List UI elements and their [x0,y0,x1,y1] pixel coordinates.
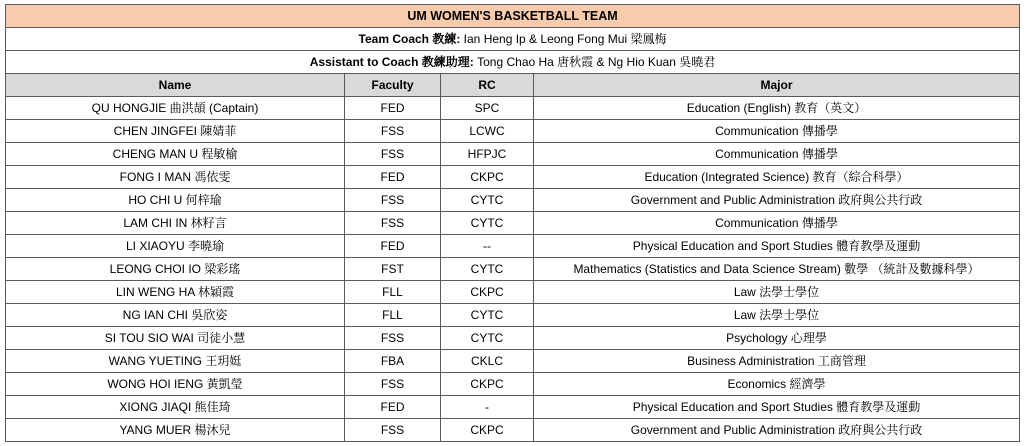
table-row [6,304,1020,327]
player-faculty-cell: FLL [345,304,441,327]
header-rc: RC [441,74,534,97]
player-major-cell: Law 法學士學位 [534,281,1020,304]
player-name-cell: LAM CHI IN 林籽言 [6,212,345,235]
player-major-cell: Education (Integrated Science) 教育（綜合科學） [534,166,1020,189]
table-row [6,97,1020,120]
player-rc-cell: HFPJC [441,143,534,166]
table-row [6,327,1020,350]
player-rc-cell: CYTC [441,304,534,327]
roster-sheet [5,4,1019,442]
player-rc-cell: - [441,396,534,419]
coach-row [6,28,1020,51]
player-faculty-cell: FSS [345,419,441,442]
roster-table [5,4,1020,442]
table-row [6,166,1020,189]
table-row [6,419,1020,442]
player-rc-cell: SPC [441,97,534,120]
table-row [6,143,1020,166]
player-rc-cell: CYTC [441,189,534,212]
player-faculty-cell: FST [345,258,441,281]
player-faculty-cell: FSS [345,120,441,143]
player-name-cell: SI TOU SIO WAI 司徒小慧 [6,327,345,350]
assistant-label: Assistant to Coach 教練助理: [309,55,474,69]
player-name-cell: WONG HOI IENG 黃凱瑩 [6,373,345,396]
header-faculty: Faculty [345,74,441,97]
coach-label: Team Coach 教練: [358,32,461,46]
player-major-cell: Law 法學士學位 [534,304,1020,327]
player-name-cell: HO CHI U 何梓瑜 [6,189,345,212]
header-major: Major [534,74,1020,97]
coach-cell [6,28,1020,51]
player-major-cell: Communication 傳播學 [534,212,1020,235]
player-name-cell: YANG MUER 楊沐兒 [6,419,345,442]
player-rc-cell: CKPC [441,166,534,189]
player-faculty-cell: FSS [345,373,441,396]
player-rc-cell: CKPC [441,281,534,304]
assistant-cell [6,51,1020,74]
player-faculty-cell: FSS [345,212,441,235]
player-faculty-cell: FED [345,396,441,419]
player-name-cell: WANG YUETING 王玥娗 [6,350,345,373]
player-faculty-cell: FED [345,166,441,189]
player-major-cell: Mathematics (Statistics and Data Science Stream) 數學 （統計及數據科學） [534,258,1020,281]
player-faculty-cell: FSS [345,327,441,350]
player-faculty-cell: FED [345,235,441,258]
table-row [6,258,1020,281]
assistant-value: Tong Chao Ha 唐秋霞 & Ng Hio Kuan 吳曉君 [477,55,716,69]
player-name-cell: CHEN JINGFEI 陳婧菲 [6,120,345,143]
table-row [6,120,1020,143]
table-row [6,350,1020,373]
player-faculty-cell: FBA [345,350,441,373]
assistant-row [6,51,1020,74]
player-major-cell: Communication 傳播學 [534,120,1020,143]
player-rc-cell: CKLC [441,350,534,373]
player-name-cell: LI XIAOYU 李曉瑜 [6,235,345,258]
team-title: UM WOMEN'S BASKETBALL TEAM [6,5,1020,28]
player-name-cell: LIN WENG HA 林穎霞 [6,281,345,304]
player-rc-cell: CYTC [441,212,534,235]
player-rc-cell: -- [441,235,534,258]
player-major-cell: Government and Public Administration 政府與公共行政 [534,419,1020,442]
player-major-cell: Business Administration 工商管理 [534,350,1020,373]
player-major-cell: Psychology 心理學 [534,327,1020,350]
player-rc-cell: CKPC [441,373,534,396]
player-major-cell: Education (English) 教育（英文） [534,97,1020,120]
title-row [6,5,1020,28]
table-row [6,189,1020,212]
player-major-cell: Communication 傳播學 [534,143,1020,166]
player-name-cell: LEONG CHOI IO 梁彩瑤 [6,258,345,281]
player-name-cell: CHENG MAN U 程敏榆 [6,143,345,166]
player-name-cell: XIONG JIAQI 熊佳琦 [6,396,345,419]
player-rc-cell: CYTC [441,258,534,281]
header-name: Name [6,74,345,97]
player-name-cell: QU HONGJIE 曲洪頡 (Captain) [6,97,345,120]
player-faculty-cell: FSS [345,143,441,166]
player-name-cell: FONG I MAN 馮依雯 [6,166,345,189]
table-row [6,373,1020,396]
player-major-cell: Government and Public Administration 政府與公共行政 [534,189,1020,212]
table-row [6,235,1020,258]
player-major-cell: Physical Education and Sport Studies 體育教學及運動 [534,235,1020,258]
table-row [6,281,1020,304]
player-major-cell: Economics 經濟學 [534,373,1020,396]
coach-value: Ian Heng Ip & Leong Fong Mui 梁鳳梅 [463,32,667,46]
player-faculty-cell: FLL [345,281,441,304]
column-header-row [6,74,1020,97]
player-major-cell: Physical Education and Sport Studies 體育教學及運動 [534,396,1020,419]
player-rc-cell: LCWC [441,120,534,143]
table-row [6,212,1020,235]
player-name-cell: NG IAN CHI 吳欣姿 [6,304,345,327]
table-row [6,396,1020,419]
player-faculty-cell: FED [345,97,441,120]
player-faculty-cell: FSS [345,189,441,212]
player-rc-cell: CKPC [441,419,534,442]
player-rc-cell: CYTC [441,327,534,350]
